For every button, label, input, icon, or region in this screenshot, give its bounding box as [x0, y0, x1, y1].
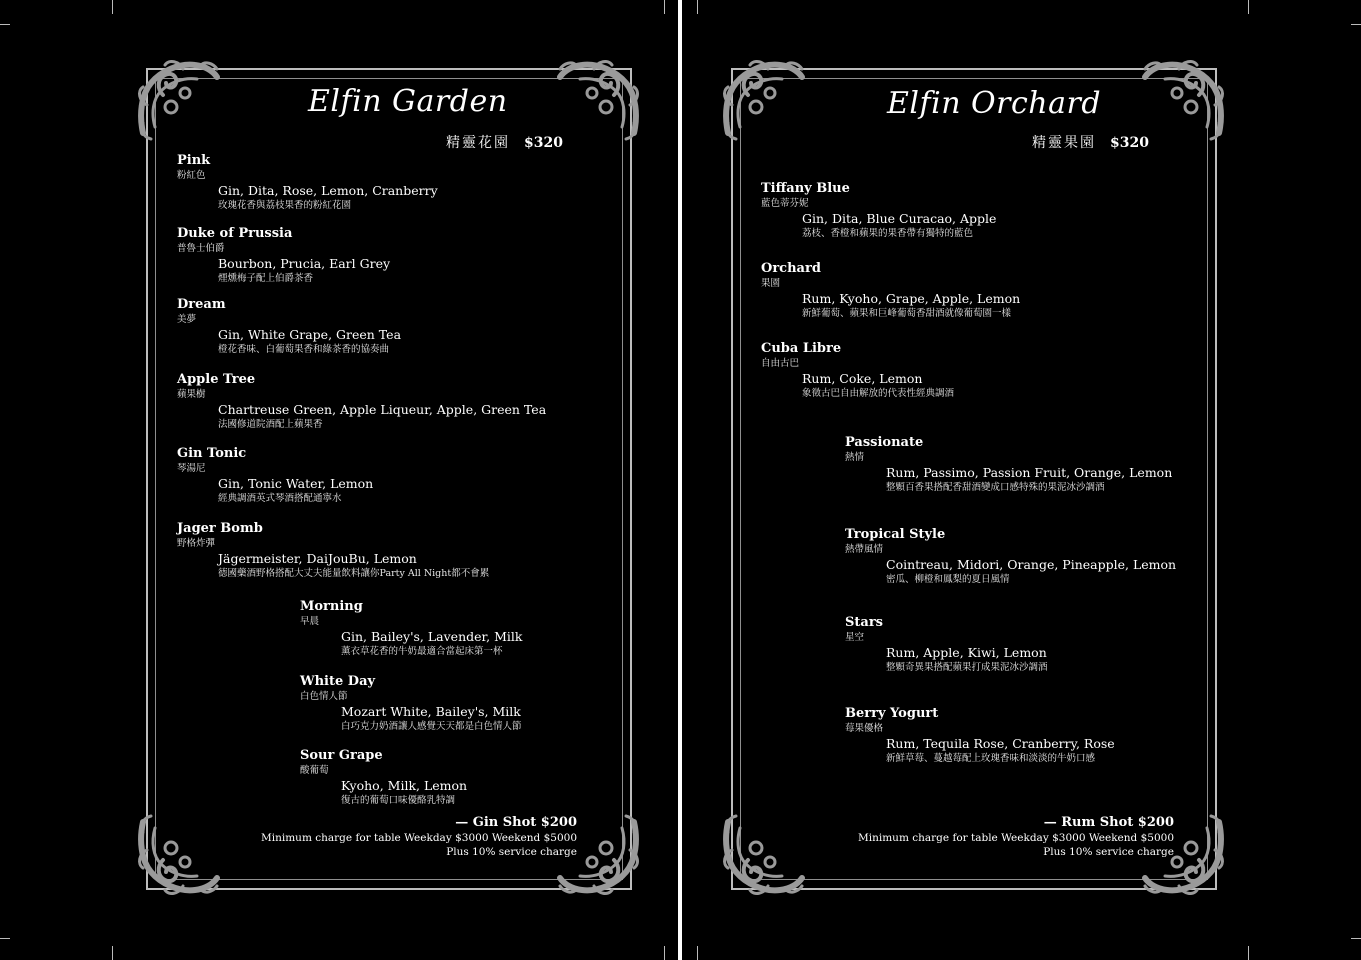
item-ingredients: Gin, Dita, Rose, Lemon, Cranberry	[218, 183, 438, 198]
item-name: Dream	[177, 297, 226, 312]
item-ingredients: Gin, Tonic Water, Lemon	[218, 476, 374, 491]
item-ingredients: Rum, Kyoho, Grape, Apple, Lemon	[802, 291, 1021, 306]
item-description: 新鮮葡萄、蘋果和巨峰葡萄香甜酒就像葡萄園一樣	[802, 308, 1012, 319]
ornament-top-right-icon	[556, 55, 644, 143]
item-ingredients: Chartreuse Green, Apple Liqueur, Apple, Green Tea	[218, 402, 547, 417]
crop-mark	[112, 0, 113, 14]
item-ingredients: Gin, Bailey's, Lavender, Milk	[341, 629, 523, 644]
item-name: Pink	[177, 153, 211, 168]
menu-item	[761, 261, 1020, 321]
item-ingredients: Jägermeister, DaiJouBu, Lemon	[218, 551, 417, 566]
menu-item	[845, 527, 1176, 587]
menu-subtitle	[1032, 132, 1149, 152]
item-name: Gin Tonic	[177, 446, 247, 461]
item-name: Passionate	[845, 435, 924, 450]
shot-price: — Rum Shot $200	[1043, 815, 1174, 830]
item-ingredients: Rum, Passimo, Passion Fruit, Orange, Lemon	[886, 465, 1173, 480]
minimum-charge-note: Minimum charge for table Weekday $3000 Weekend $5000	[261, 832, 577, 844]
menu-item	[845, 435, 1172, 495]
crop-mark	[664, 946, 665, 960]
item-name: Duke of Prussia	[177, 226, 293, 241]
item-description: 新鮮草莓、蔓越莓配上玫瑰香味和淡淡的牛奶口感	[886, 753, 1096, 764]
item-name: Stars	[845, 615, 883, 630]
menu-item	[845, 615, 1048, 675]
item-ingredients: Rum, Apple, Kiwi, Lemon	[886, 645, 1047, 660]
item-name-zh: 果園	[761, 278, 781, 289]
item-name-zh: 白色情人節	[300, 691, 348, 702]
menu-item	[300, 748, 467, 808]
item-name: White Day	[300, 674, 376, 689]
item-description: 經典調酒英式琴酒搭配通寧水	[218, 493, 342, 504]
item-name-zh: 普魯士伯爵	[177, 243, 225, 254]
crop-mark	[664, 0, 665, 14]
item-name: Sour Grape	[300, 748, 383, 763]
item-name: Orchard	[761, 261, 821, 276]
menu-item	[761, 181, 996, 241]
menu-item	[845, 706, 1115, 766]
item-name-zh: 莓果優格	[845, 723, 884, 734]
item-description: 白巧克力奶酒讓人感覺天天都是白色情人節	[341, 721, 522, 732]
menu-title: Elfin Orchard	[887, 86, 1102, 121]
menu-subtitle-zh: 精靈花園	[446, 135, 510, 151]
item-name: Tropical Style	[845, 527, 946, 542]
menu-page-elfin-orchard	[682, 0, 1361, 960]
menu-title: Elfin Garden	[308, 84, 508, 119]
menu-price: $320	[1110, 135, 1149, 151]
item-description: 復古的葡萄口味優酪乳特調	[341, 795, 456, 806]
menu-subtitle-zh: 精靈果園	[1032, 135, 1096, 151]
ornament-bottom-left-icon	[718, 812, 806, 900]
item-description: 煙燻梅子配上伯爵茶香	[218, 273, 314, 284]
ornament-top-left-icon	[133, 55, 221, 143]
shot-price: — Gin Shot $200	[455, 815, 577, 830]
item-description: 玫瑰花香與荔枝果香的粉紅花園	[218, 200, 352, 211]
menu-item	[177, 446, 373, 506]
crop-mark	[697, 0, 698, 14]
item-name: Cuba Libre	[761, 341, 842, 356]
menu-item	[177, 226, 390, 286]
item-ingredients: Cointreau, Midori, Orange, Pineapple, Lemon	[886, 557, 1177, 572]
item-description: 薰衣草花香的牛奶最適合當起床第一杯	[341, 646, 503, 657]
item-ingredients: Kyoho, Milk, Lemon	[341, 778, 468, 793]
ornament-bottom-left-icon	[133, 812, 221, 900]
menu-item	[177, 372, 546, 432]
item-name-zh: 美夢	[177, 314, 197, 325]
item-ingredients: Gin, White Grape, Green Tea	[218, 327, 402, 342]
item-description: 橙花香味、白葡萄果香和綠茶香的協奏曲	[218, 344, 390, 355]
ornament-top-left-icon	[718, 55, 806, 143]
ornament-top-right-icon	[1141, 55, 1229, 143]
service-charge-note: Plus 10% service charge	[1043, 846, 1174, 858]
item-name-zh: 自由古巴	[761, 358, 800, 369]
item-name: Morning	[300, 599, 363, 614]
item-description: 德國藥酒野格搭配大丈夫能量飲料讓你Party All Night都不會累	[218, 568, 490, 579]
item-description: 整顆奇異果搭配蘋果打成果泥冰沙調酒	[886, 662, 1048, 673]
item-ingredients: Rum, Coke, Lemon	[802, 371, 923, 386]
menu-subtitle	[446, 132, 563, 152]
menu-item	[300, 674, 522, 734]
item-name-zh: 熱帶風情	[845, 544, 884, 555]
menu-price: $320	[524, 135, 563, 151]
minimum-charge-note: Minimum charge for table Weekday $3000 Weekend $5000	[858, 832, 1174, 844]
item-name: Berry Yogurt	[845, 706, 939, 721]
crop-mark	[1248, 0, 1249, 14]
crop-mark	[697, 946, 698, 960]
crop-mark	[1248, 946, 1249, 960]
item-description: 整顆百香果搭配香甜酒變成口感特殊的果泥冰沙調酒	[886, 482, 1105, 493]
item-description: 荔枝、香橙和蘋果的果香帶有獨特的藍色	[802, 228, 974, 239]
menu-item	[177, 521, 489, 581]
item-description: 法國修道院酒配上蘋果香	[218, 419, 323, 430]
item-name-zh: 酸葡萄	[300, 765, 329, 776]
item-ingredients: Gin, Dita, Blue Curacao, Apple	[802, 211, 997, 226]
item-name-zh: 野格炸彈	[177, 538, 216, 549]
item-name-zh: 琴湯尼	[177, 463, 206, 474]
item-ingredients: Bourbon, Prucia, Earl Grey	[218, 256, 391, 271]
item-name: Jager Bomb	[177, 521, 263, 536]
crop-mark	[1351, 24, 1361, 25]
item-name-zh: 熱情	[845, 452, 865, 463]
item-description: 密瓜、柳橙和鳳梨的夏日風情	[886, 574, 1010, 585]
item-name: Tiffany Blue	[761, 181, 850, 196]
crop-mark	[0, 938, 10, 939]
crop-mark	[112, 946, 113, 960]
menu-page-elfin-garden	[0, 0, 678, 960]
menu-item	[177, 153, 438, 213]
menu-item	[761, 341, 954, 401]
item-ingredients: Mozart White, Bailey's, Milk	[341, 704, 521, 719]
menu-footer	[858, 815, 1174, 859]
item-name-zh: 星空	[845, 632, 865, 643]
item-description: 象徵古巴自由解放的代表性經典調酒	[802, 388, 955, 399]
menu-item	[300, 599, 522, 659]
item-ingredients: Rum, Tequila Rose, Cranberry, Rose	[886, 736, 1115, 751]
service-charge-note: Plus 10% service charge	[446, 846, 577, 858]
crop-mark	[0, 24, 10, 25]
menu-item	[177, 297, 401, 357]
item-name-zh: 藍色蒂芬妮	[761, 198, 809, 209]
item-name-zh: 蘋果樹	[177, 389, 206, 400]
item-name-zh: 粉紅色	[177, 170, 206, 181]
crop-mark	[1351, 938, 1361, 939]
item-name-zh: 早晨	[300, 616, 320, 627]
menu-footer	[261, 815, 577, 859]
item-name: Apple Tree	[177, 372, 256, 387]
